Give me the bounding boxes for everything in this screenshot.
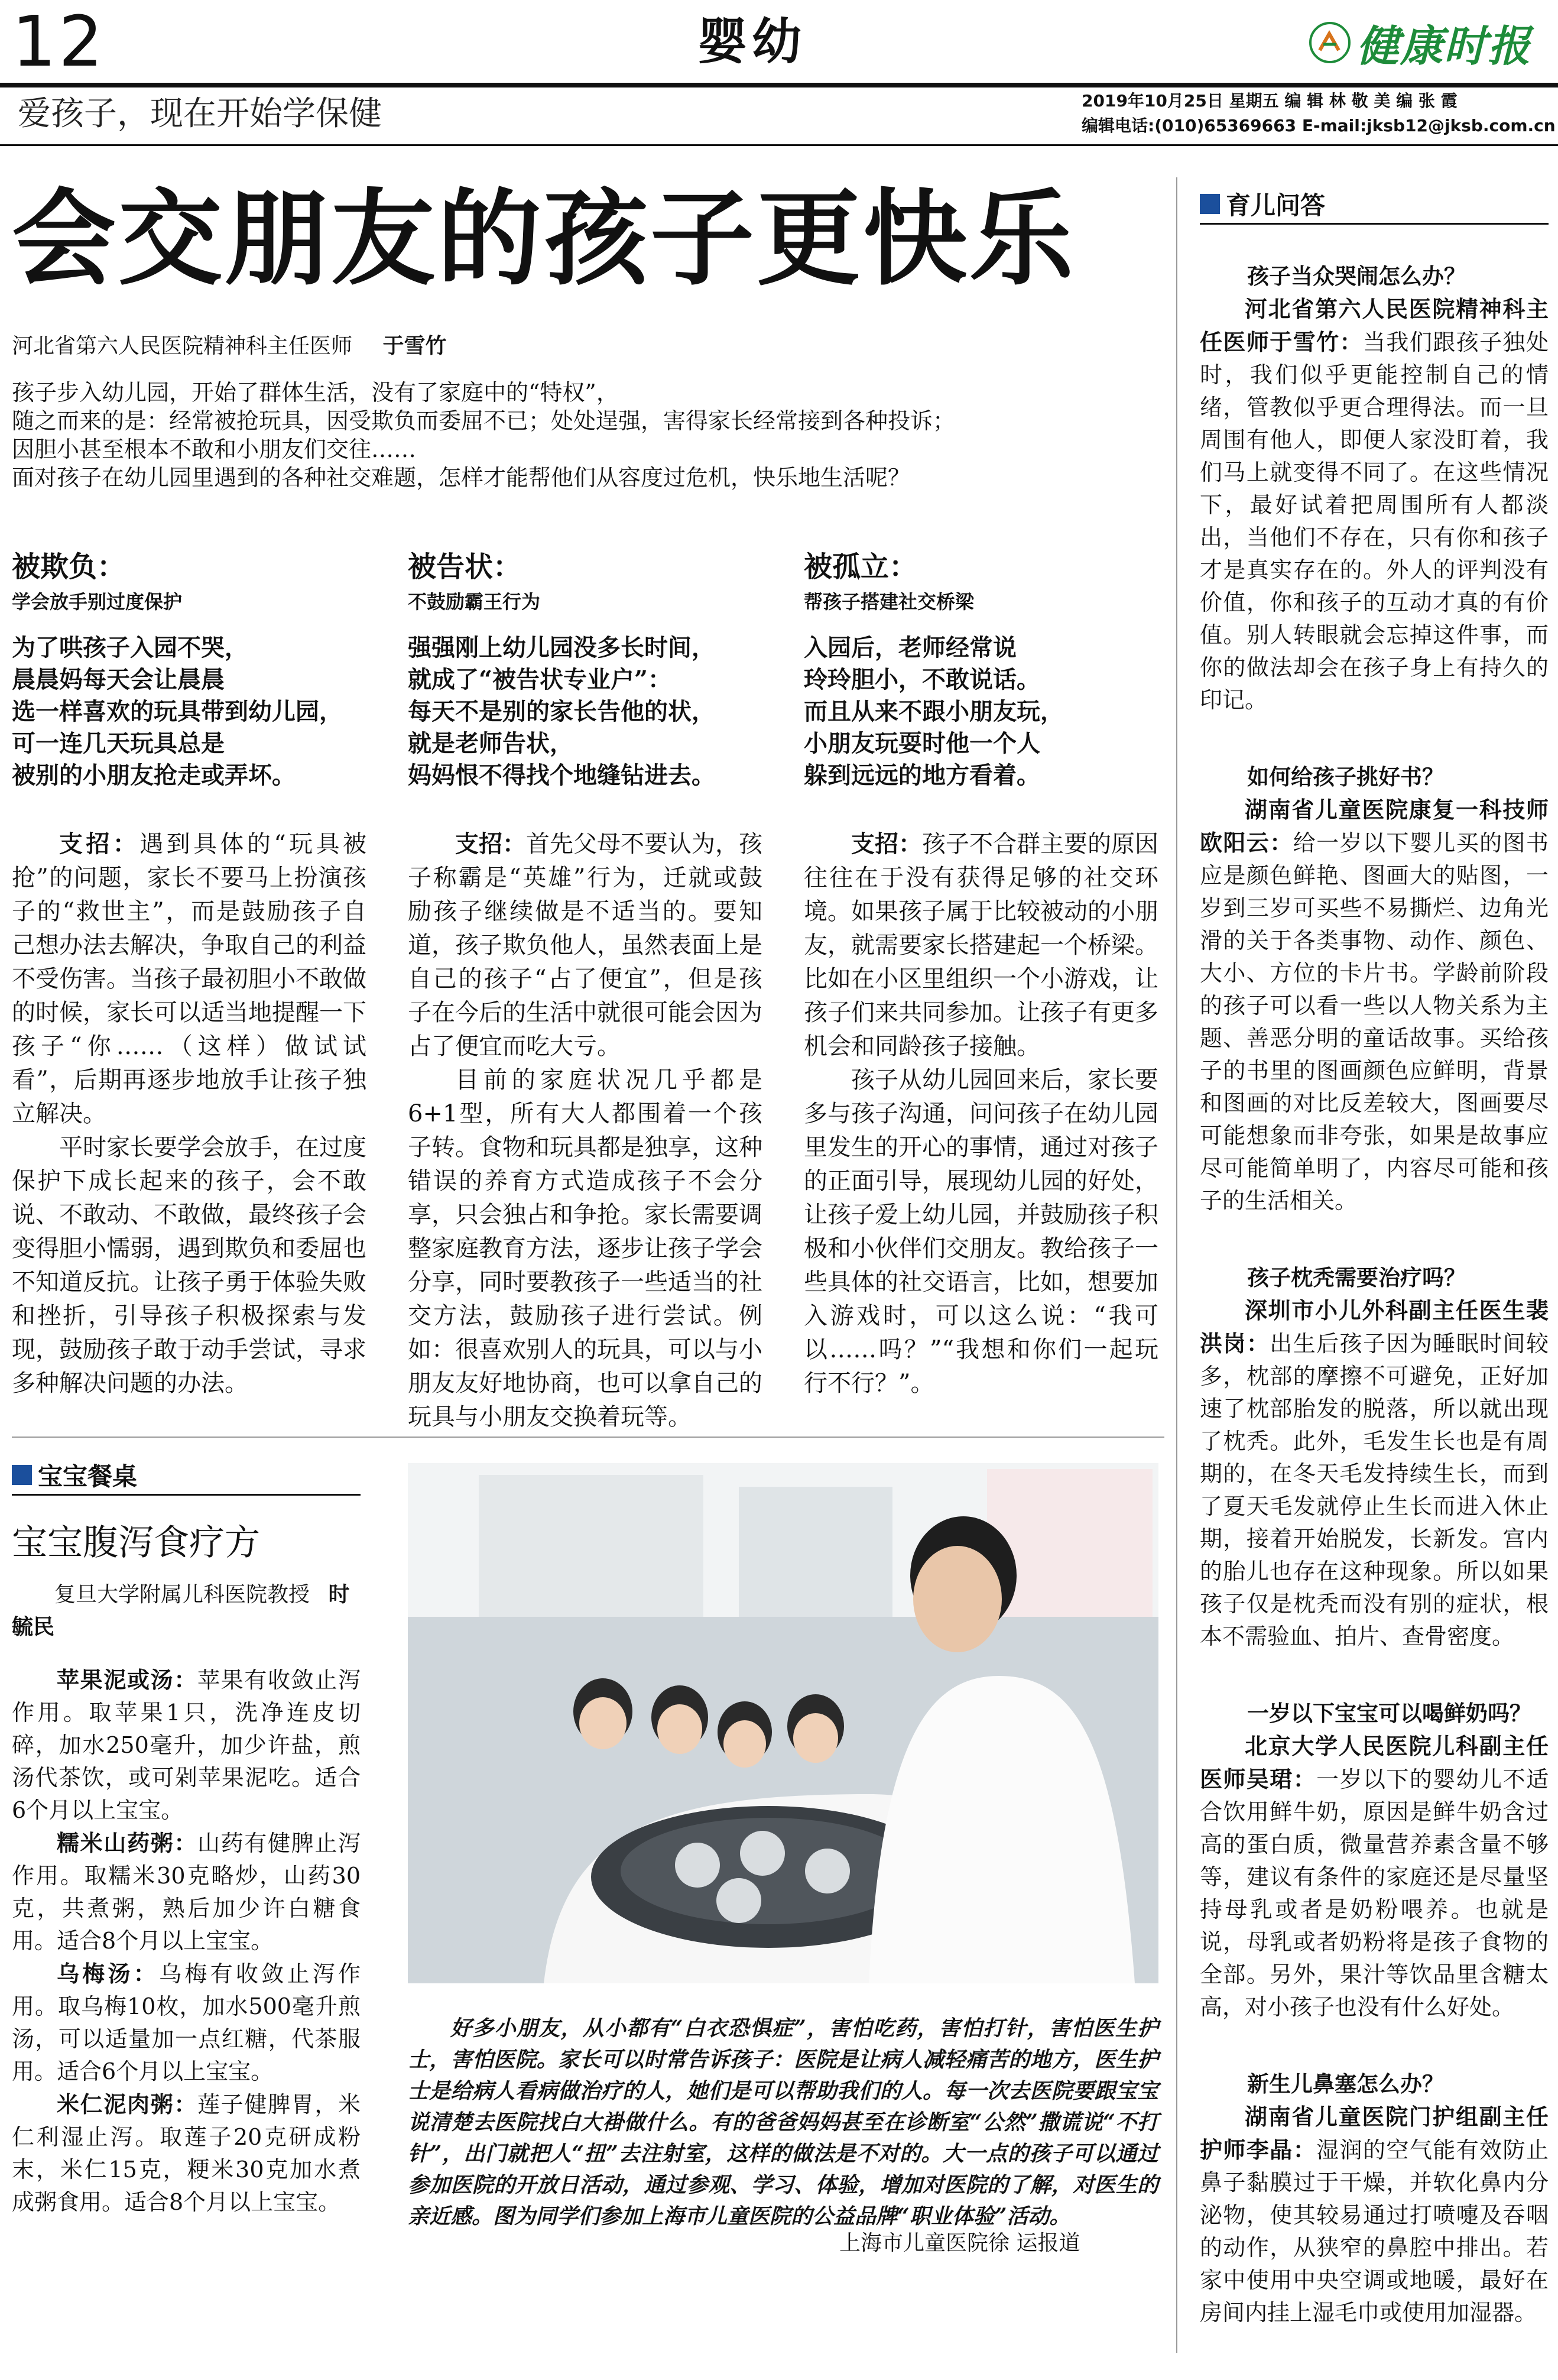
qa-item bbox=[1200, 761, 1549, 1217]
poem-line: 入园后，老师经常说 bbox=[804, 634, 1017, 662]
food-byline bbox=[12, 1578, 361, 1643]
qa-answer-text: 出生后孩子因为睡眠时间较多，枕部的摩擦不可避免，正好加速了枕部胎发的脱落，所以就出现了枕秃。此外，毛发生长也是有周期的，在冬天毛发持续生长，而到了夏天毛发就停止生长而进入休止期，接着开始脱发，长新发。宫内的胎儿也存在这种现象。所以如果孩子仅是枕秃而没有别的症状，根本不需验血、拍片、查骨密度。 bbox=[1200, 1331, 1549, 1649]
recipe-item bbox=[12, 1827, 361, 1957]
poem-line: 晨晨妈每天会让晨晨 bbox=[12, 666, 225, 693]
food-top-rule bbox=[12, 1437, 1164, 1438]
recipe-list bbox=[12, 1664, 361, 2219]
byline-org: 河北省第六人民医院精神科主任医师 bbox=[12, 334, 353, 358]
caption-text: 好多小朋友，从小都有“白衣恐惧症”，害怕吃药，害怕打针，害怕医生护士，害怕医院。家长可以时常告诉孩子：医院是让病人减轻痛苦的地方，医生护士是给病人看病做治疗的人，她们是可以帮助我们的人。每一次去医院要跟宝宝说清楚去医院找白大褂做什么。有的爸爸妈妈甚至在诊断室“公然”撒谎说“不打针”，出门就把人“扭”去注射室，这样的做法是不对的。大一点的孩子可以通过参加医院的开放日活动，通过参观、学习、体验，增加对医院的了解，对医生的亲近感。图为同学们参加上海市儿童医院的公益品牌“职业体验”活动。 bbox=[408, 2016, 1158, 2229]
column-poem bbox=[408, 632, 762, 792]
column-subtitle: 学会放手别过度保护 bbox=[12, 591, 183, 613]
recipe-text: 莲子健脾胃，米仁利湿止泻。取莲子20克研成粉末，米仁15克，粳米30克加水煮成粥食用。适合8个月以上宝宝。 bbox=[12, 2092, 361, 2215]
column-body bbox=[804, 827, 1158, 1400]
column-divider bbox=[1176, 177, 1177, 2353]
recipe-name: 糯米山药粥： bbox=[57, 1830, 197, 1856]
qa-expert: 深圳市小儿外科副主任医生裴洪岗： bbox=[1200, 1297, 1549, 1357]
poem-line: 每天不是别的家长告他的状， bbox=[408, 698, 715, 725]
poem-line: 为了哄孩子入园不哭， bbox=[12, 634, 248, 662]
logo-emblem-icon bbox=[1309, 22, 1351, 63]
food-section-title: 宝宝餐桌 bbox=[38, 1461, 138, 1491]
photo-credit: 上海市儿童医院徐 运报道 bbox=[839, 2231, 1080, 2255]
section-name: 婴幼 bbox=[697, 12, 807, 70]
header-bottom-rule bbox=[0, 144, 1558, 146]
tip-label: 支招： bbox=[455, 830, 526, 858]
paragraph-text: 孩子不合群主要的原因往往在于没有获得足够的社交环境。如果孩子属于比较被动的小朋友，就需要家长搭建起一个桥梁。比如在小区里组织一个小游戏，让孩子们来共同参加。让孩子有更多机会和同龄孩子接触。 bbox=[804, 831, 1158, 1060]
recipe-item bbox=[12, 1957, 361, 2088]
food-headline: 宝宝腹泻食疗方 bbox=[12, 1522, 260, 1564]
byline-org: 复旦大学附属儿科医院教授 bbox=[54, 1583, 310, 1607]
tip-label: 支招： bbox=[851, 830, 922, 858]
article-column-bullied bbox=[12, 544, 366, 1400]
qa-expert: 湖南省儿童医院康复一科技师欧阳云： bbox=[1200, 796, 1549, 856]
qa-section-title: 育儿问答 bbox=[1226, 190, 1326, 220]
qa-expert: 湖南省儿童医院门护组副主任护师李晶： bbox=[1200, 2103, 1549, 2163]
date-line: 2019年10月25日 星期五 编 辑 林 敬 美 编 张 霞 bbox=[1082, 91, 1458, 111]
qa-question: 新生儿鼻塞怎么办？ bbox=[1247, 2071, 1444, 2097]
photo-caption bbox=[408, 2013, 1158, 2232]
qa-item bbox=[1200, 2068, 1549, 2329]
recipe-name: 苹果泥或汤： bbox=[57, 1666, 197, 1693]
section-marker-icon bbox=[1200, 194, 1220, 214]
qa-expert: 河北省第六人民医院精神科主任医师于雪竹： bbox=[1200, 296, 1549, 355]
paragraph: 目前的家庭状况几乎都是6+1型，所有大人都围着一个孩子转。食物和玩具都是独享，这种错误的养育方式造成孩子不会分享，只会独占和争抢。家长需要调整家庭教育方法，逐步让孩子学会分享，同时要教孩子一些适当的社交方法，鼓励孩子进行尝试。例如：很喜欢别人的玩具，可以与小朋友友好地协商，也可以拿自己的玩具与小朋友交换着玩等。 bbox=[408, 1066, 762, 1431]
column-poem bbox=[804, 632, 1158, 792]
recipe-text: 乌梅有收敛止泻作用。取乌梅10枚，加水500毫升煎汤，可以适量加一点红糖，代茶服用。适合6个月以上宝宝。 bbox=[12, 1961, 361, 2084]
qa-section-head bbox=[1200, 189, 1549, 225]
qa-answer-text: 一岁以下的婴幼儿不适合饮用鲜牛奶，原因是鲜牛奶含过高的蛋白质，微量营养素含量不够等，建议有条件的家庭还是尽量坚持母乳或者是奶粉喂养。也就是说，母乳或者奶粉将是孩子食物的全部。另外，果汁等饮品里含糖太高，对小孩子也没有什么好处。 bbox=[1200, 1766, 1549, 2020]
poem-line: 妈妈恨不得找个地缝钻进去。 bbox=[408, 761, 715, 789]
qa-expert: 北京大学人民医院儿科副主任医师吴珺： bbox=[1200, 1733, 1549, 1792]
intro-line: 面对孩子在幼儿园里遇到的各种社交难题，怎样才能帮他们从容度过危机，快乐地生活呢？ bbox=[12, 465, 911, 491]
page-number: 12 bbox=[12, 1, 106, 82]
food-section-head bbox=[12, 1460, 361, 1496]
poem-line: 强强刚上幼儿园没多长时间， bbox=[408, 634, 715, 662]
recipe-name: 乌梅汤： bbox=[57, 1960, 160, 1987]
intro-line: 因胆小甚至根本不敢和小朋友们交往…… bbox=[12, 436, 417, 462]
news-photo bbox=[408, 1463, 1158, 1983]
qa-answer bbox=[1200, 293, 1549, 716]
qa-answer bbox=[1200, 2100, 1549, 2329]
poem-line: 选一样喜欢的玩具带到幼儿园， bbox=[12, 698, 343, 725]
poem-line: 小朋友玩耍时他一个人 bbox=[804, 729, 1040, 757]
column-title: 被孤立： bbox=[804, 550, 918, 583]
paragraph bbox=[804, 827, 1158, 1063]
qa-question: 孩子当众哭闹怎么办？ bbox=[1247, 263, 1466, 289]
qa-answer bbox=[1200, 1730, 1549, 2024]
qa-item bbox=[1200, 260, 1549, 716]
poem-line: 就是老师告状， bbox=[408, 729, 573, 757]
header-rule bbox=[0, 83, 1558, 87]
recipe-item bbox=[12, 2088, 361, 2219]
paragraph: 平时家长要学会放手，在过度保护下成长起来的孩子，会不敢说、不敢动、不敢做，最终孩子会变得胆小懦弱，遇到欺负和委屈也不知道反抗。让孩子勇于体验失败和挫折，引导孩子积极探索与发现，鼓励孩子敢于动手尝试，寻求多种解决问题的办法。 bbox=[12, 1134, 366, 1397]
paragraph-text: 遇到具体的“玩具被抢”的问题，家长不要马上扮演孩子的“救世主”，而是鼓励孩子自己想办法去解决，争取自己的利益不受伤害。当孩子最初胆小不敢做的时候，家长可以适当地提醒一下孩子“你……（这样）做试试看”，后期再逐步地放手让孩子独立解决。 bbox=[12, 831, 367, 1127]
column-poem bbox=[12, 632, 366, 792]
intro-line: 随之而来的是：经常被抢玩具，因受欺负而委屈不已；处处逞强，害得家长经常接到各种投诉； bbox=[12, 408, 956, 434]
poem-line: 玲玲胆小，不敢说话。 bbox=[804, 666, 1040, 693]
column-title: 被告状： bbox=[408, 550, 522, 583]
intro-line: 孩子步入幼儿园，开始了群体生活，没有了家庭中的“特权”， bbox=[12, 380, 619, 406]
qa-item bbox=[1200, 1262, 1549, 1653]
poem-line: 躲到远远的地方看着。 bbox=[804, 761, 1040, 789]
slogan: 爱孩子，现在开始学保健 bbox=[18, 95, 382, 133]
column-title: 被欺负： bbox=[12, 550, 126, 583]
qa-answer-text: 当我们跟孩子独处时，我们似乎更能控制自己的情绪，管教似乎更合理得法。而一旦周围有他人，即便人家没盯着，我们马上就变得不同了。在这些情况下，最好试着把周围所有人都淡出，当他们不存在，只有你和孩子才是真实存在的。外人的评判没有价值，你和孩子的互动才真的有价值。别人转眼就会忘掉这件事，而你的做法却会在孩子身上有持久的印记。 bbox=[1200, 329, 1549, 713]
qa-answer bbox=[1200, 1294, 1549, 1653]
main-intro bbox=[12, 378, 1158, 492]
qa-column bbox=[1200, 189, 1549, 2329]
article-column-reported bbox=[408, 544, 762, 1434]
masthead-logo bbox=[1309, 13, 1531, 72]
qa-question: 一岁以下宝宝可以喝鲜奶吗？ bbox=[1247, 1700, 1531, 1726]
column-subtitle: 帮孩子搭建社交桥梁 bbox=[804, 591, 975, 613]
poem-line: 而且从来不跟小朋友玩， bbox=[804, 698, 1064, 725]
recipe-text: 山药有健脾止泻作用。取糯米30克略炒，山药30克，共煮粥，熟后加少许白糖食用。适合8个月以上宝宝。 bbox=[12, 1830, 361, 1954]
column-subtitle: 不鼓励霸王行为 bbox=[408, 591, 541, 613]
food-column bbox=[12, 1460, 361, 2219]
qa-question: 孩子枕秃需要治疗吗？ bbox=[1247, 1264, 1466, 1290]
qa-answer bbox=[1200, 793, 1549, 1217]
byline-name: 时毓民 bbox=[12, 1582, 350, 1639]
photo-illustration bbox=[408, 1463, 1158, 1983]
column-body bbox=[12, 827, 366, 1400]
qa-answer-text: 湿润的空气能有效防止鼻子黏膜过于干燥，并软化鼻内分泌物，使其较易通过打喷嚏及吞咽的动作，从狭窄的鼻腔中排出。若家中使用中央空调或地暖，最好在房间内挂上湿毛巾或使用加湿器。 bbox=[1200, 2137, 1549, 2326]
recipe-text: 苹果有收敛止泻作用。取苹果1只，洗净连皮切碎，加水250毫升，加少许盐，煎汤代茶饮，或可剁苹果泥吃。适合6个月以上宝宝。 bbox=[12, 1667, 361, 1823]
byline-name: 于雪竹 bbox=[382, 333, 447, 358]
section-marker-icon bbox=[12, 1465, 32, 1485]
poem-line: 被别的小朋友抢走或弄坏。 bbox=[12, 761, 296, 789]
recipe-item bbox=[12, 1664, 361, 1827]
qa-item bbox=[1200, 1697, 1549, 2024]
paragraph bbox=[12, 827, 366, 1131]
qa-answer-text: 给一岁以下婴儿买的图书应是颜色鲜艳、图画大的贴图，一岁到三岁可买些不易撕烂、边角光滑的关于各类事物、动作、颜色、大小、方位的卡片书。学龄前阶段的孩子可以看一些以人物关系为主题、善恶分明的童话故事。买给孩子的书里的图画颜色应鲜明，背景和图画的对比反差较大，图画要尽可能想象而非夸张，如果是故事应尽可能简单明了，内容尽可能和孩子的生活相关。 bbox=[1200, 830, 1549, 1214]
contact-line: 编辑电话:(010)65369663 E-mail:jksb12@jksb.com.cn bbox=[1082, 116, 1556, 135]
column-body bbox=[408, 827, 762, 1434]
article-column-isolated bbox=[804, 544, 1158, 1400]
qa-question: 如何给孩子挑好书？ bbox=[1247, 764, 1444, 790]
paragraph-text: 首先父母不要认为，孩子称霸是“英雄”行为，迁就或鼓励孩子继续做是不适当的。要知道，孩子欺负他人，虽然表面上是自己的孩子“占了便宜”，但是孩子在今后的生活中就很可能会因为占了便宜而吃大亏。 bbox=[408, 831, 762, 1060]
poem-line: 就成了“被告状专业户”： bbox=[408, 666, 672, 693]
paragraph bbox=[408, 827, 762, 1063]
tip-label: 支招： bbox=[59, 830, 140, 858]
main-headline: 会交朋友的孩子更快乐 bbox=[12, 179, 1076, 300]
recipe-name: 米仁泥肉粥： bbox=[57, 2091, 197, 2118]
paragraph: 孩子从幼儿园回来后，家长要多与孩子沟通，问问孩子在幼儿园里发生的开心的事情，通过对孩子的正面引导，展现幼儿园的好处，让孩子爱上幼儿园，并鼓励孩子积极和小伙伴们交朋友。教给孩子一些具体的社交语言，比如，想要加入游戏时，可以这么说：“我可以……吗？”“我想和你们一起玩行不行？”。 bbox=[804, 1066, 1158, 1397]
poem-line: 可一连几天玩具总是 bbox=[12, 729, 225, 757]
main-byline bbox=[12, 331, 446, 361]
logo-text: 健康时报 bbox=[1356, 21, 1532, 71]
